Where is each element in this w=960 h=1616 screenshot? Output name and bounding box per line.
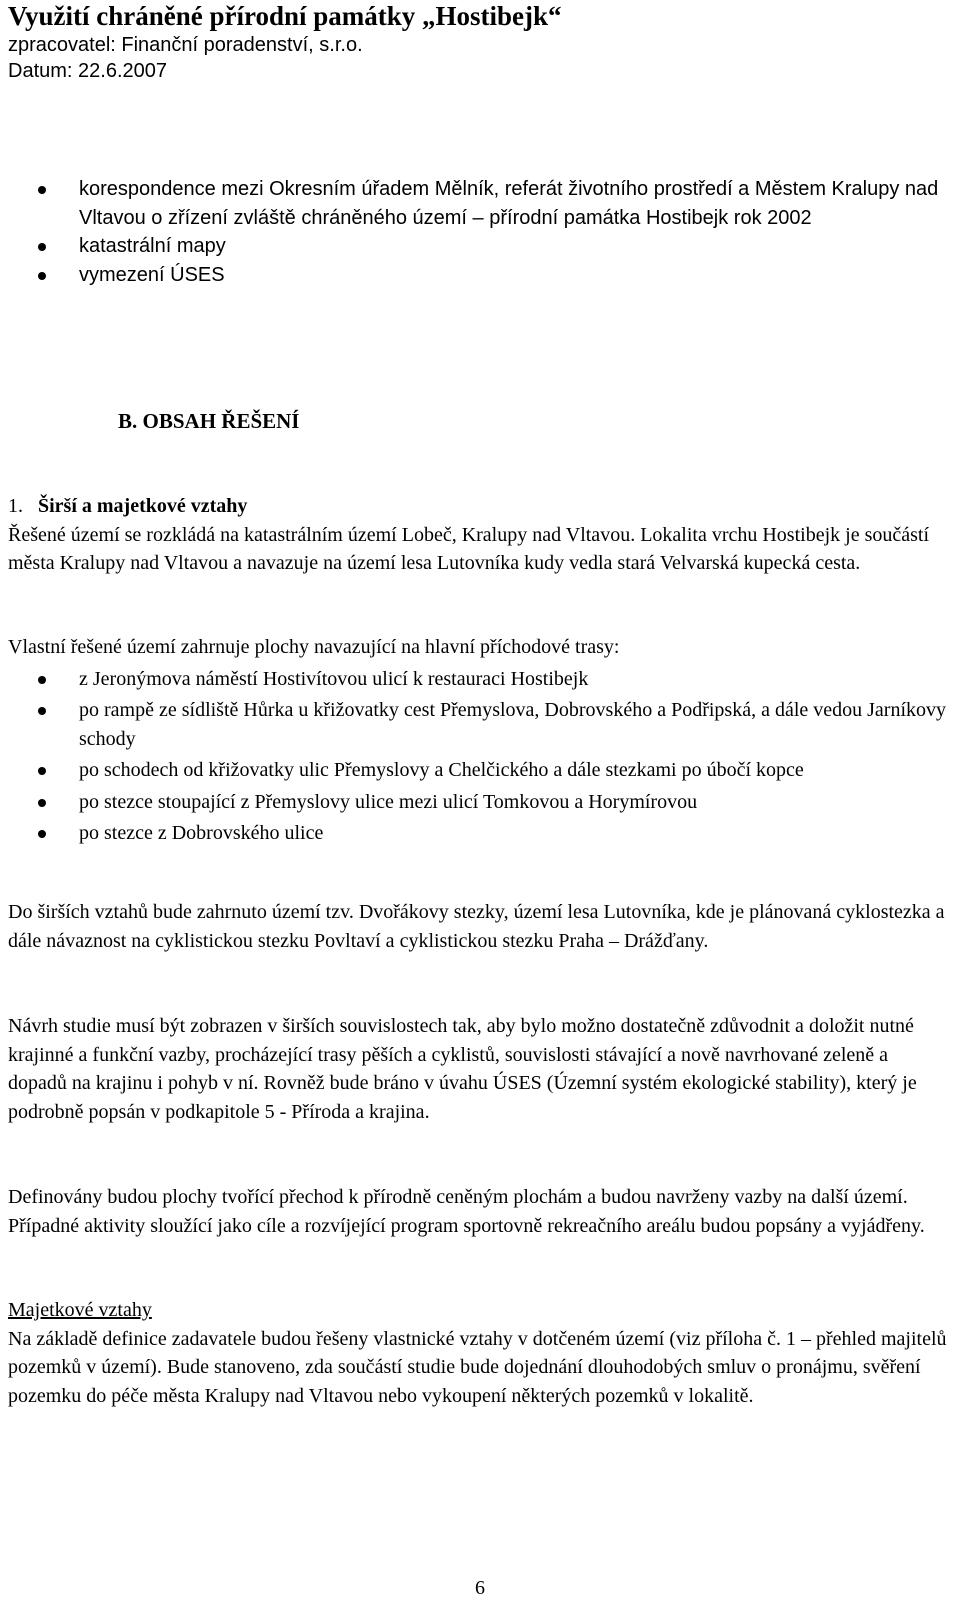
list-item: po stezce z Dobrovského ulice (8, 819, 948, 848)
paragraph-location: Řešené území se rozkládá na katastrálním území Lobeč, Kralupy nad Vltavou. Lokalita vrchu Hostibejk je součástí města Kralupy nad Vltavou a navazuje na území lesa Lutovníka kudy vedla stará Velvarská kupecká cesta. (8, 523, 930, 574)
document-date: Datum: 22.6.2007 (8, 60, 167, 82)
subsection-1 (8, 492, 948, 578)
bullet-icon (38, 272, 46, 280)
subsection-heading (8, 492, 948, 521)
paragraph-wider-relations: Do širších vztahů bude zahrnuto území tzv. Dvořákovy stezky, území lesa Lutovníka, kde je plánovaná cyklostezka a dále návaznost na cyklistickou stezku Povltaví a cyklistickou stezku Praha – Drážďany. (8, 901, 945, 952)
document-title: Využití chráněné přírodní památky „Hostibejk“ (8, 1, 562, 31)
bullet-icon (38, 830, 46, 838)
list-item: z Jeronýmova náměstí Hostivítovou ulicí k restauraci Hostibejk (8, 665, 948, 694)
bullet-icon (38, 799, 46, 807)
subsection-title: Širší a majetkové vztahy (38, 495, 248, 517)
list-item: po stezce stoupající z Přemyslovy ulice mezi ulicí Tomkovou a Horymírovou (8, 788, 948, 817)
bullet-icon (38, 186, 46, 194)
routes-list (8, 665, 948, 848)
subsection-number: 1. (8, 495, 23, 517)
list-item: vymezení ÚSES (8, 261, 952, 290)
paragraph-routes-intro: Vlastní řešené území zahrnuje plochy navazující na hlavní příchodové trasy: (8, 636, 620, 658)
list-item: korespondence mezi Okresním úřadem Mělník, referát životního prostředí a Městem Kralupy nad Vltavou o zřízení zvláště chráněného území – přírodní památka Hostibejk rok 2002 (8, 175, 952, 232)
source-list (8, 175, 952, 289)
paragraph-definitions: Definovány budou plochy tvořící přechod k přírodně ceněným plochám a budou navrženy vazby na další území. Případné aktivity sloužící jako cíle a rozvíjející program sportovně rekreačního areálu budou popsány a vyjádřeny. (8, 1186, 925, 1237)
ownership-paragraph: Na základě definice zadavatele budou řešeny vlastnické vztahy v dotčeném území (viz příloha č. 1 – přehled majitelů pozemků v území). Bude stanoveno, zda součástí studie bude dojednání dlouhodobých smluv o pronájmu, svěření pozemku do péče města Kralupy nad Vltavou nebo vykoupení některých pozemků v lokalitě. (8, 1327, 947, 1407)
list-item: po rampě ze sídliště Hůrka u křižovatky cest Přemyslova, Dobrovského a Podřipská, a dále vedou Jarníkovy schody (8, 696, 948, 753)
paragraph-study-context: Návrh studie musí být zobrazen v širších souvislostech tak, aby bylo možno dostatečně zdůvodnit a doložit nutné krajinné a funkční vazby, procházející trasy pěších a cyklistů, souvislosti stávající a nově navrhované zeleně a dopadů na krajinu i pohyb v ní. Rovněž bude bráno v úvahu ÚSES (Územní systém ekologické stability), který je podrobně popsán v podkapitole 5 - Příroda a krajina. (8, 1015, 917, 1123)
document-page (8, 0, 952, 1599)
bullet-icon (38, 243, 46, 251)
list-item: katastrální mapy (8, 232, 952, 261)
document-author: zpracovatel: Finanční poradenství, s.r.o. (8, 34, 363, 56)
bullet-icon (38, 707, 46, 715)
bullet-icon (38, 676, 46, 684)
routes-block (8, 633, 948, 848)
bullet-icon (38, 767, 46, 775)
ownership-block (8, 1296, 948, 1410)
ownership-heading: Majetkové vztahy (8, 1299, 152, 1321)
section-heading: B. OBSAH ŘEŠENÍ (118, 409, 300, 433)
page-number: 6 (475, 1577, 485, 1599)
list-item: po schodech od křižovatky ulic Přemyslovy a Chelčického a dále stezkami po úbočí kopce (8, 756, 948, 785)
